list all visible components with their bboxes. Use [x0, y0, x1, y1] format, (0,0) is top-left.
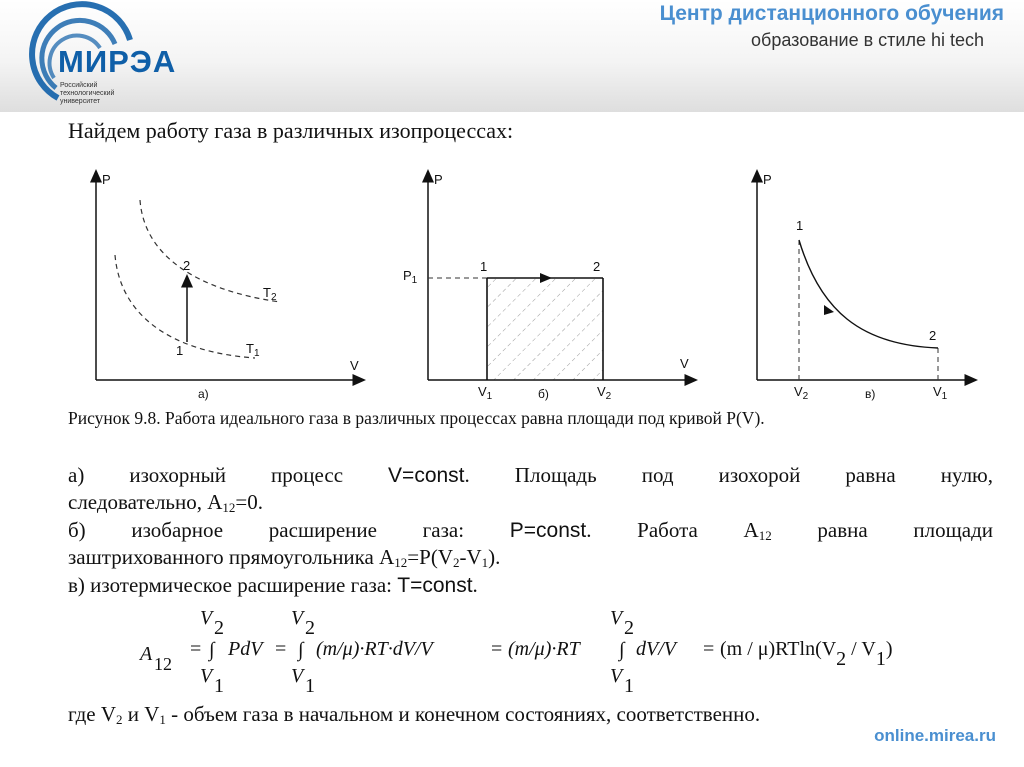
center-subtitle: образование в стиле hi tech	[751, 30, 984, 50]
formula-term4: dV/V	[636, 638, 676, 660]
formula-lhs: A	[140, 643, 153, 665]
formula-term1: PdV	[228, 638, 263, 660]
formula-term2: (m/μ)·RT·dV/V	[316, 638, 433, 660]
svg-text:1: 1	[214, 675, 224, 697]
svg-text:=: =	[703, 638, 715, 660]
fig-b-v2: $V_2$	[597, 384, 612, 402]
figure-b	[403, 172, 692, 402]
fig-b-p1: $P_1$	[403, 268, 418, 286]
svg-text:2: 2	[624, 617, 634, 639]
svg-text:V: V	[610, 665, 623, 687]
fig-a-p-axis: P	[102, 172, 111, 187]
fig-a-point-1: 1	[176, 343, 184, 358]
fig-c-v1: $V_1$	[933, 384, 948, 402]
integral-3: ∫	[619, 639, 625, 661]
fig-b-p-axis: P	[434, 172, 443, 187]
center-title: Центр дистанционного обучения	[659, 2, 1004, 25]
svg-text:1: 1	[624, 675, 634, 697]
formula-term3: (m/μ)·RT	[508, 638, 580, 660]
fig-c-point-1: 1	[796, 218, 804, 233]
svg-text:=: =	[275, 638, 287, 660]
fig-c-p-axis: P	[763, 172, 772, 187]
svg-text:2: 2	[214, 617, 224, 639]
fig-c-v2: $V_2$	[794, 384, 809, 402]
integral-1: ∫	[209, 639, 215, 661]
work-formula	[138, 600, 938, 700]
paragraph-a: а) изохорный процесс V=const. Площадь под изохорой равна нулю, следовательно, $A_{12}=0$.	[68, 463, 993, 515]
fig-a-label: а)	[198, 387, 209, 401]
svg-text:=: =	[491, 638, 503, 660]
formula-eq-1: =	[190, 638, 202, 660]
fig-b-v1: $V_1$	[478, 384, 493, 402]
svg-text:V: V	[291, 607, 304, 629]
fig-c-point-2: 2	[929, 328, 937, 343]
paragraph-b: б) изобарное расширение газа: P=const. Работа $A_{12}$ равна площади заштрихованного прямоугольника $A_{12}=P(V_2-V_1)$.	[68, 518, 994, 570]
svg-text:1: 1	[305, 675, 315, 697]
integral-2: ∫	[298, 639, 304, 661]
formula-lhs-sub: 12	[154, 654, 172, 674]
fig-b-point-2: 2	[593, 259, 601, 274]
formula-result: (m / μ)RTln(V2 / V1)	[720, 638, 893, 670]
logo-subtitle: Российский технологический университет	[60, 82, 115, 105]
fig-b-point-1: 1	[480, 259, 488, 274]
fig-b-v-axis: V	[680, 356, 689, 371]
svg-text:V: V	[200, 665, 213, 687]
fig-c-label: в)	[865, 387, 876, 401]
svg-text:V: V	[291, 665, 304, 687]
fig-a-isotherm-t2: $T_2$	[263, 285, 277, 303]
fig-a-point-2: 2	[183, 258, 191, 273]
figure-a	[96, 172, 360, 401]
fig-b-label: б)	[538, 387, 549, 401]
figure-caption: Рисунок 9.8. Работа идеального газа в различных процессах равна площади под кривой P(V).	[68, 408, 765, 428]
logo-text: МИРЭА	[58, 44, 177, 79]
fig-a-isotherm-t1: $T_1$	[246, 341, 260, 359]
page-heading: Найдем работу газа в различных изопроцессах:	[68, 118, 514, 143]
paragraph-c: в) изотермическое расширение газа: T=const.	[68, 573, 478, 597]
svg-text:V: V	[200, 607, 213, 629]
footnote-text: где $V_2$ и $V_1$ - объем газа в начальном и конечном состояниях, соответственно.	[68, 702, 761, 727]
svg-text:2: 2	[305, 617, 315, 639]
svg-text:V: V	[610, 607, 623, 629]
figure-c	[757, 172, 972, 402]
fig-a-v-axis: V	[350, 358, 359, 373]
footer-link[interactable]: online.mirea.ru	[874, 726, 996, 745]
figures-diagram	[60, 160, 980, 405]
